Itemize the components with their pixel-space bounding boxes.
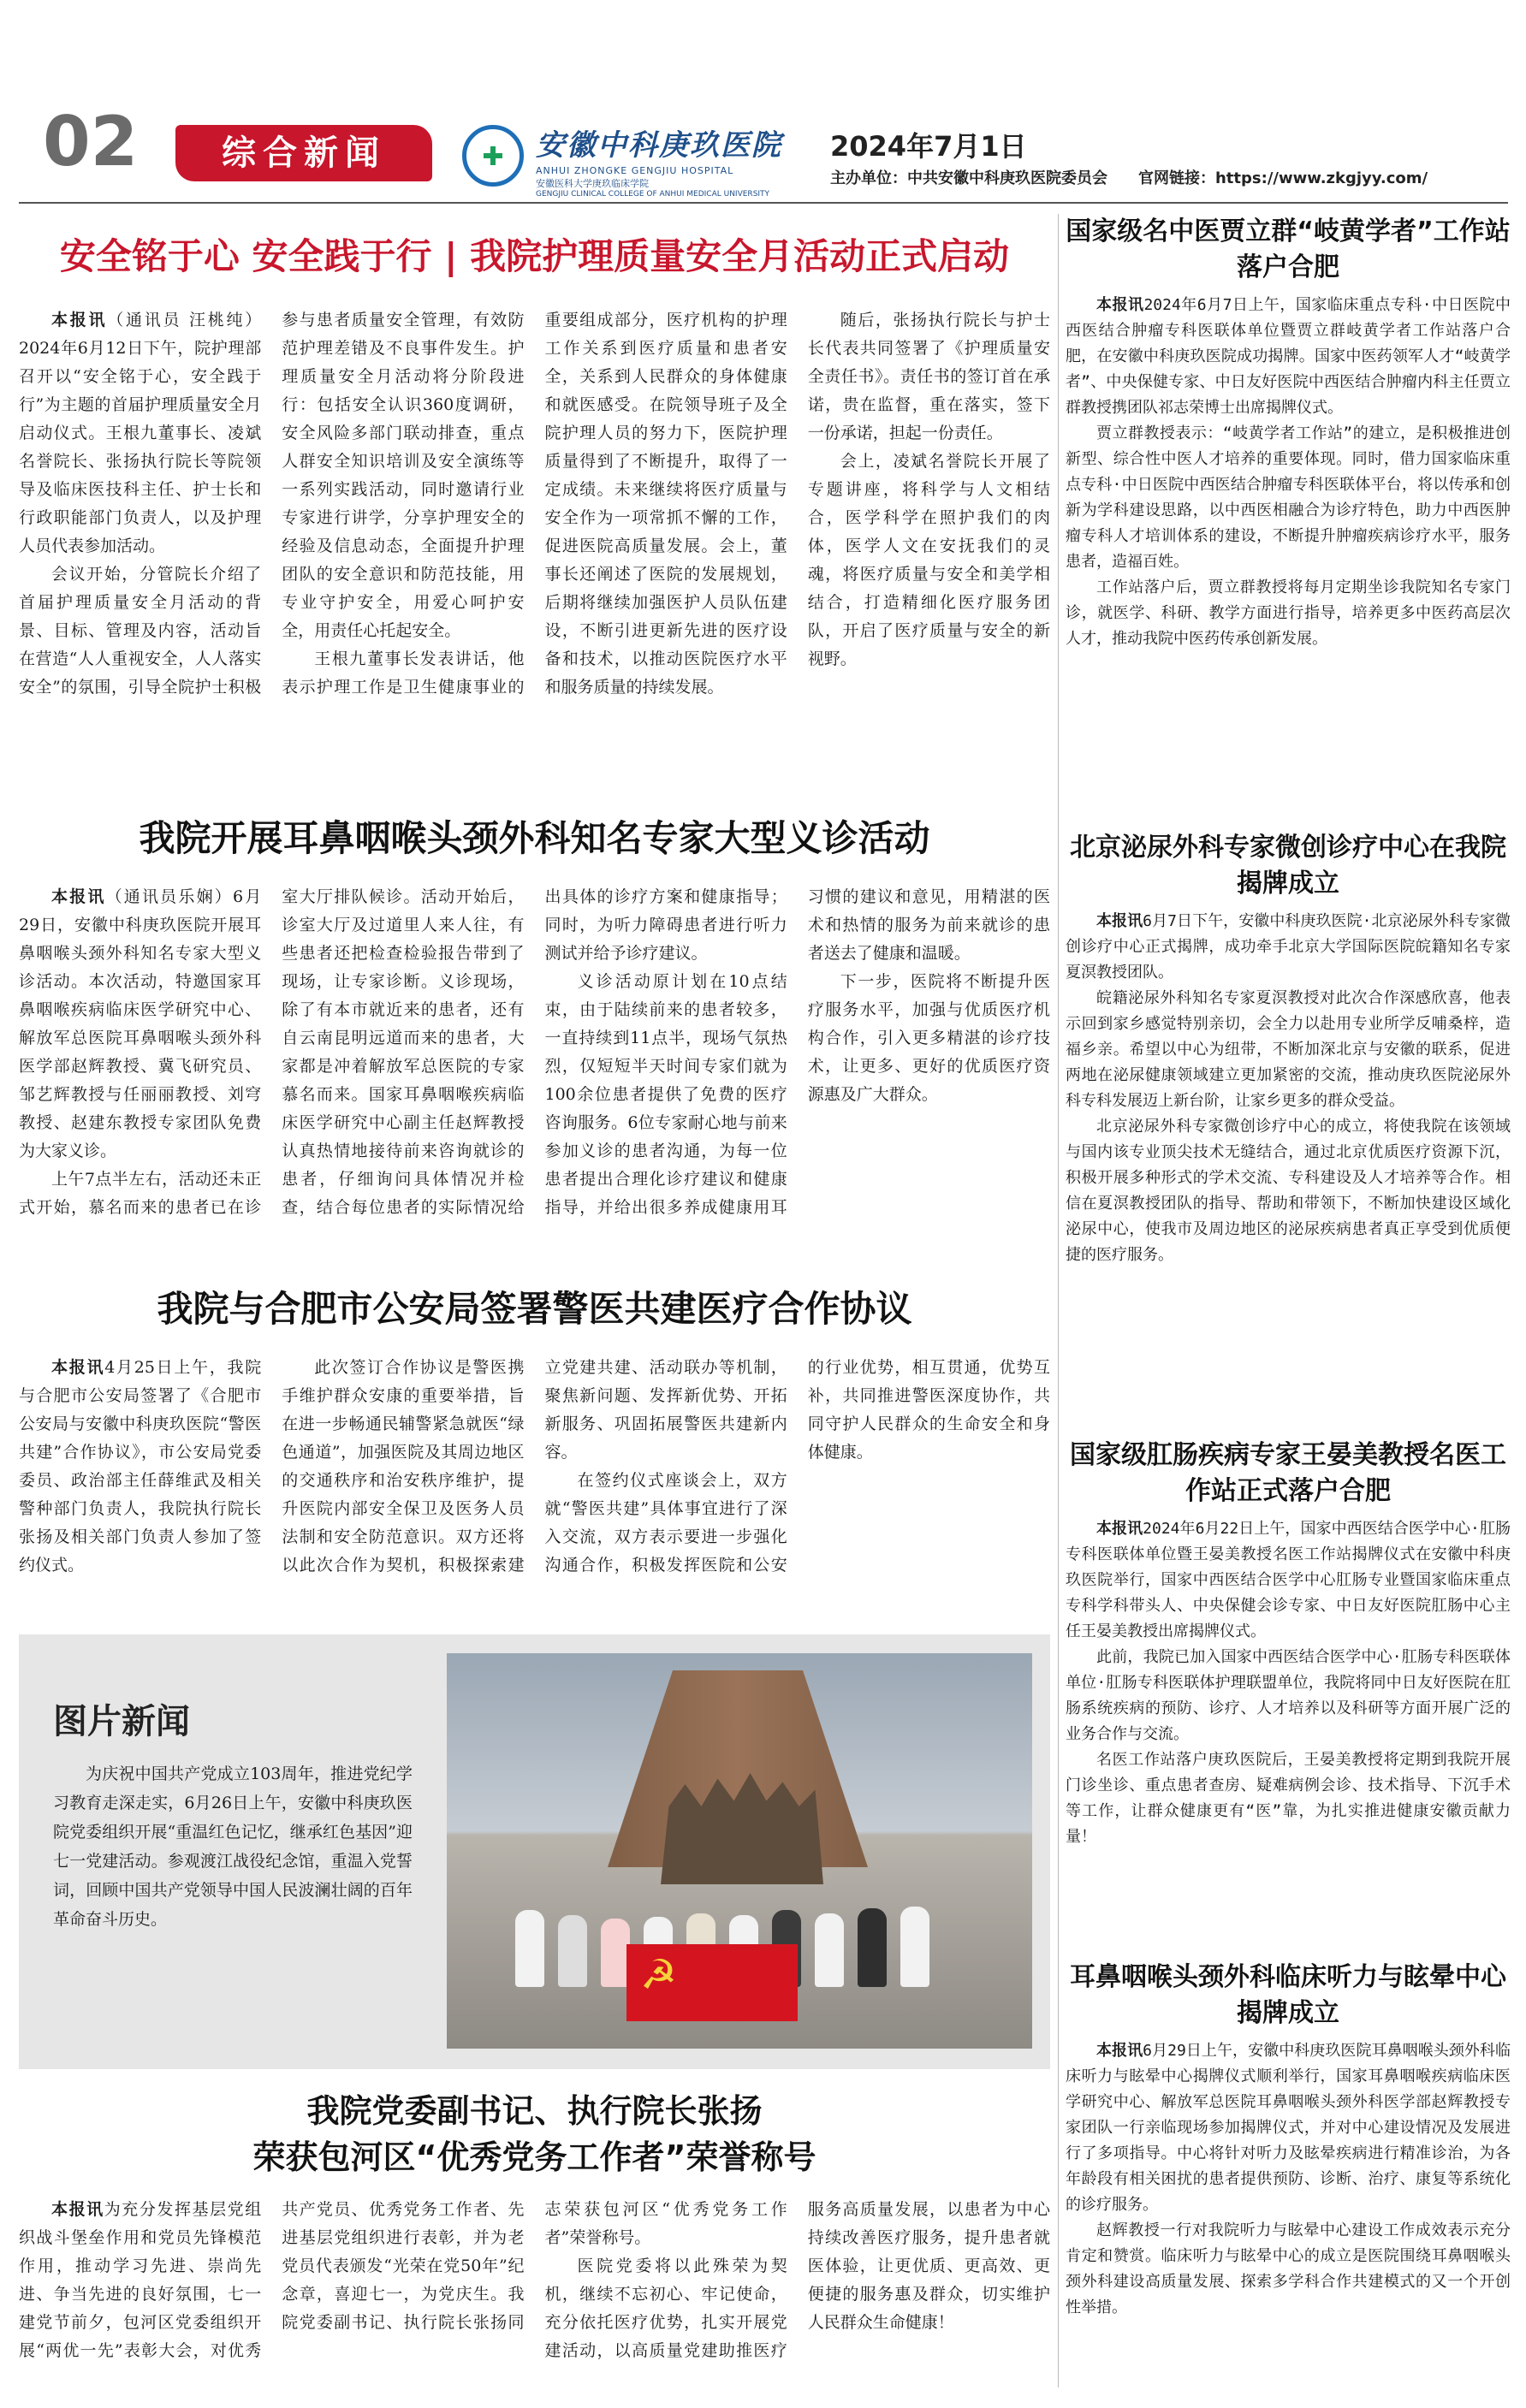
article-police-cooperation (19, 1284, 1050, 1610)
photo-news-title: 图片新闻 (53, 1702, 190, 1741)
masthead-divider (19, 202, 1508, 204)
hospital-logo (462, 118, 822, 199)
logo-college-en: GENGJIU CLINICAL COLLEGE OF ANHUI MEDICAL UNIVERSITY (536, 190, 770, 199)
sidebar-article-body (1066, 2038, 1511, 2321)
article-paragraph: 皖籍泌尿外科知名专家夏溟教授对此次合作深感欣喜，他表示回到家乡感觉特别亲切，会全力以赴用专业所学反哺桑梓，造福乡亲。希望以中心为纽带，不断加深北京与安徽的联系，促进两地在泌尿健康领域建立更加紧密的交流，推动庚玖医院泌尿外科专科发展迈上新台阶，让家乡更多的群众受益。 (1066, 989, 1511, 1110)
article-body (19, 2196, 1050, 2393)
article-title-line1: 我院党委副书记、执行院长张扬 (306, 2092, 763, 2130)
article-title: 我院与合肥市公安局签署警医共建医疗合作协议 (157, 1288, 912, 1330)
sponsor-line: 主办单位：中共安徽中科庚玖医院委员会 官网链接：https://www.zkgjyy.com/ (830, 169, 1428, 187)
sidebar-article-title: 耳鼻咽喉头颈外科临床听力与眩晕中心揭牌成立 (1070, 1962, 1506, 2028)
article-lead: 本报讯 (51, 887, 106, 906)
article-paragraph: 2024年6月22日上午，国家中西医结合医学中心·肛肠专科医联体单位暨王晏美教授名医工作站揭牌仪式在安徽中科庚玖医院举行，国家中西医结合医学中心肛肠专业暨国家临床重点专科学科带头人、中央保健会诊专家、中日友好医院肛肠中心主任王晏美教授出席揭牌仪式。 (1066, 1520, 1511, 1640)
article-paragraph: 为充分发挥基层党组织战斗堡垒作用和党员先锋模范作用，推动学习先进、崇尚先进、争当先进的良好氛围，七一建党节前夕，包河区党委组织开展“两优一先”表彰大会，对优秀共产党员、优秀党务工作者、先进基层党组织进行表彰，并为老党员代表颁发“光荣在党50年”纪念章，喜迎七一，为党庆生。我院党委副书记、执行院长张扬同志荣获包河区“优秀党务工作者”荣誉称号。 (19, 2200, 787, 2360)
article-nursing-safety (19, 231, 1050, 786)
article-lead: 本报讯 (1096, 912, 1143, 930)
article-title-line2: 荣获包河区“优秀党务工作者”荣誉称号 (252, 2138, 816, 2176)
article-paragraph: 随后，张扬执行院长与护士长代表共同签署了《护理质量安全责任书》。责任书的签订首在承诺，贵在监督，重在落实，签下一份承诺，担起一份责任。 (807, 311, 1050, 442)
page-number: 02 (43, 102, 139, 181)
article-body (19, 883, 1050, 1225)
sidebar-article-body (1066, 1516, 1511, 1850)
article-lead: 本报讯 (51, 311, 108, 329)
article-paragraph: 此次签订合作协议是警医携手维护群众安康的重要举措，旨在进一步畅通民辅警紧急就医“绿色通道”，加强医院及其周边地区的交通秩序和治安秩序维护，提升医院内部安全保卫及医务人员法制和安全防范意识。双方还将以此次合作为契机，积极探索建立党建共建、活动联办等机制，聚焦新问题、发挥新优势、开拓新服务、巩固拓展警医共建新内容。 (282, 1358, 787, 1575)
article-lead: 本报讯 (51, 1358, 105, 1377)
article-body (19, 306, 1050, 786)
article-paragraph: （通讯员 汪桃纯）2024年6月12日下午，院护理部召开以“安全铭于心，安全践于行”为主题的首届护理质量安全月启动仪式。王根九董事长、凌斌名誉院长、张扬执行院长等院领导及临床医技科主任、护士长和行政职能部门负责人，以及护理人员代表参加活动。 (19, 311, 262, 555)
sidebar-article-hearing (1066, 1960, 1511, 2387)
logo-college-cn: 安徽医科大学庚玖临床学院 (536, 178, 649, 189)
article-paragraph: 6月29日上午，安徽中科庚玖医院耳鼻咽喉头颈外科临床听力与眩晕中心揭牌仪式顺利举行，国家耳鼻咽喉疾病临床医学研究中心、解放军总医院耳鼻咽喉头颈外科医学部赵辉教授专家团队一行亲临现场参加揭牌仪式，并对中心建设情况及发展进行了多项指导。中心将针对听力及眩晕疾病进行精准诊治，为各年龄段有相关困扰的患者提供预防、诊断、治疗、康复等系统化的诊疗服务。 (1066, 2042, 1511, 2214)
article-paragraph: 医院党委将以此殊荣为契机，继续不忘初心、牢记使命，充分依托医疗优势，扎实开展党建活动，以高质量党建助推医疗服务高质量发展，以患者为中心持续改善医疗服务，提升患者就医体验，让更优质、更高效、更便捷的服务惠及群众，切实维护人民群众生命健康！ (544, 2200, 1050, 2360)
article-paragraph: 在签约仪式座谈会上，双方就“警医共建”具体事宜进行了深入交流，双方表示要进一步强化沟通合作，积极发挥医院和公安的行业优势，相互贯通，优势互补，共同推进警医深度协作，共同守护人民群众的生命安全和身体健康。 (544, 1358, 1050, 1575)
masthead (19, 15, 1508, 204)
column-divider (1058, 214, 1059, 2387)
article-lead: 本报讯 (1096, 296, 1144, 314)
article-paragraph: 义诊活动原计划在10点结束，由于陆续前来的患者较多，一直持续到11点半，现场气氛热烈，仅短短半天时间专家们就为100余位患者提供了免费的医疗咨询服务。6位专家耐心地与前来参加义诊的患者沟通，为每一位患者提出合理化诊疗建议和健康指导，并给出很多养成健康用耳习惯的建议和意见，用精湛的医术和热情的服务为前来就诊的患者送去了健康和温暖。 (544, 887, 1050, 1217)
photo-news-caption: 为庆祝中国共产党成立103周年，推进党纪学习教育走深走实，6月26日上午，安徽中科庚玖医院党委组织开展“重温红色记忆，继承红色基因”迎七一党建活动。参观渡江战役纪念馆，重温入党誓词，回顾中国共产党领导中国人民波澜壮阔的百年革命奋斗历史。 (53, 1764, 413, 1929)
group-photo (447, 1653, 1032, 2049)
sidebar-article-anorectal (1066, 1438, 1511, 1942)
article-paragraph: 贾立群教授表示：“岐黄学者工作站”的建立，是积极推进创新型、综合性中医人才培养的重要体现。同时，借力国家临床重点专科·中日医院中西医结合肿瘤专科医联体平台，将以传承和创新为学科建设思路，以中西医相融合为诊疗特色，助力中西医肿瘤专科人才培训体系的建设，不断提升肿瘤疾病诊疗水平，服务患者，造福百姓。 (1066, 424, 1511, 571)
article-title: 安全铭于心 安全践于行 | 我院护理质量安全月活动正式启动 (59, 235, 1010, 277)
sidebar-article-title: 国家级肛肠疾病专家王晏美教授名医工作站正式落户合肥 (1070, 1440, 1506, 1506)
article-paragraph: 赵辉教授一行对我院听力与眩晕中心建设工作成效表示充分肯定和赞赏。临床听力与眩晕中心的成立是医院围绕耳鼻咽喉头颈外科建设高质量发展、探索多学科合作共建模式的又一个开创性举措。 (1066, 2221, 1511, 2316)
sidebar-article-qihuang (1066, 214, 1511, 813)
photo-news-box (19, 1634, 1050, 2069)
hospital-cross-icon (462, 125, 524, 187)
article-paragraph: 4月25日上午，我院与合肥市公安局签署了《合肥市公安局与安徽中科庚玖医院“警医共建”合作协议》，市公安局党委委员、政治部主任薛维武及相关警种部门负责人，我院执行院长张扬及相关部门负责人参加了签约仪式。 (19, 1358, 262, 1575)
logo-name-en: ANHUI ZHONGKE GENGJIU HOSPITAL (536, 165, 734, 176)
sidebar (1066, 214, 1511, 2405)
article-paragraph: 王根九董事长发表讲话，他表示护理工作是卫生健康事业的重要组成部分，医疗机构的护理工作关系到医疗质量和患者安全，关系到人民群众的身体健康和就医感受。在院领导班子及全院护理人员的努力下，医院护理质量得到了不断提升，取得了一定成绩。未来继续将医疗质量与安全作为一项常抓不懈的工作，促进医院高质量发展。会上，董事长还阐述了医院的发展规划，后期将继续加强医护人员队伍建设，不断引进更新先进的医疗设备和技术，以推动医院医疗水平和服务质量的持续发展。 (282, 311, 787, 697)
article-title: 我院开展耳鼻咽喉头颈外科知名专家大型义诊活动 (139, 817, 930, 859)
section-tag: 综合新闻 (175, 125, 432, 181)
sidebar-article-body (1066, 293, 1511, 652)
article-paragraph: 北京泌尿外科专家微创诊疗中心的成立，将使我院在该领域与国内该专业顶尖技术无缝结合，通过北京优质医疗资源下沉，积极开展多种形式的学术交流、专科建设及人才培养等合作。相信在夏溟教授团队的指导、帮助和带领下，不断加快建设区域化泌尿中心，使我市及周边地区的泌尿疾病患者真正享受到优质便捷的医疗服务。 (1066, 1118, 1511, 1264)
article-paragraph: 下一步，医院将不断提升医疗服务水平，加强与优质医疗机构合作，引入更多精湛的诊疗技术，让更多、更好的优质医疗资源惠及广大群众。 (807, 972, 1050, 1104)
article-lead: 本报讯 (51, 2200, 104, 2219)
logo-name-cn: 安徽中科庚玖医院 (536, 128, 782, 163)
article-lead: 本报讯 (1096, 2042, 1143, 2060)
article-paragraph: 上午7点半左右，活动还未正式开始，慕名而来的患者已在诊室大厅排队候诊。活动开始后，诊室大厅及过道里人来人往，有些患者还把检查检验报告带到了现场，让专家诊断。义诊现场，除了有本市就近来的患者，还有自云南昆明远道而来的患者，大家都是冲着解放军总医院的专家慕名而来。国家耳鼻咽喉疾病临床医学研究中心副主任赵辉教授认真热情地接待前来咨询就诊的患者，仔细询问具体情况并检查，结合每位患者的实际情况给出具体的诊疗方案和健康指导；同时，为听力障碍患者进行听力测试并给予诊疗建议。 (19, 887, 787, 1217)
sidebar-article-body (1066, 909, 1511, 1268)
issue-date: 2024年7月1日 (830, 130, 1027, 163)
article-party-award (19, 2088, 1050, 2393)
article-paragraph: 6月7日下午，安徽中科庚玖医院·北京泌尿外科专家微创诊疗中心正式揭牌，成功牵手北京大学国际医院皖籍知名专家夏溟教授团队。 (1066, 912, 1511, 982)
article-paragraph: （通讯员乐娴）6月29日，安徽中科庚玖医院开展耳鼻咽喉头颈外科知名专家大型义诊活动。本次活动，特邀国家耳鼻咽喉疾病临床医学研究中心、解放军总医院耳鼻咽喉头颈外科医学部赵辉教授、冀飞研究员、邹艺辉教授与任丽丽教授、刘穹教授、赵建东教授专家团队免费为大家义诊。 (19, 887, 262, 1160)
article-lead: 本报讯 (1096, 1520, 1143, 1538)
article-ent-clinic (19, 813, 1050, 1225)
party-flag (626, 1944, 798, 2021)
sidebar-article-title: 北京泌尿外科专家微创诊疗中心在我院揭牌成立 (1070, 833, 1506, 899)
article-paragraph: 会上，凌斌名誉院长开展了专题讲座，将科学与人文相结合，医学科学在照护我们的肉体，医学人文在安抚我们的灵魂，将医疗质量与安全和美学相结合，打造精细化医疗服务团队，开启了医疗质量与安全的新视野。 (807, 452, 1050, 668)
article-paragraph: 工作站落户后，贾立群教授将每月定期坐诊我院知名专家门诊，就医学、科研、教学方面进行指导，培养更多中医药高层次人才，推动我院中医药传承创新发展。 (1066, 578, 1511, 648)
article-paragraph: 名医工作站落户庚玖医院后，王晏美教授将定期到我院开展门诊坐诊、重点患者查房、疑难病例会诊、技术指导、下沉手术等工作，让群众健康更有“医”靠，为扎实推进健康安徽贡献力量！ (1066, 1751, 1511, 1846)
sidebar-article-title: 国家级名中医贾立群“岐黄学者”工作站落户合肥 (1066, 216, 1511, 282)
article-paragraph: 会议开始，分管院长介绍了首届护理质量安全月活动的背景、目标、管理及内容，活动旨在营造“人人重视安全，人人落实安全”的氛围，引导全院护士积极参与患者质量安全管理，有效防范护理差错及不良事件发生。护理质量安全月活动将分阶段进行：包括安全认识360度调研，安全风险多部门联动排查，重点人群安全知识培训及安全演练等一系列实践活动，同时邀请行业专家进行讲学，分享护理安全的经验及信息动态，全面提升护理团队的安全意识和防范技能，用专业守护安全，用爱心呵护安全，用责任心托起安全。 (19, 311, 525, 697)
sidebar-article-urology (1066, 830, 1511, 1420)
article-paragraph: 此前，我院已加入国家中西医结合医学中心·肛肠专科医联体单位·肛肠专科医联体护理联盟单位，我院将同中日友好医院在肛肠系统疾病的预防、诊疗、人才培养以及科研等方面开展广泛的业务合作与交流。 (1066, 1648, 1511, 1743)
article-paragraph: 2024年6月7日上午，国家临床重点专科·中日医院中西医结合肿瘤专科医联体单位暨贾立群岐黄学者工作站落户合肥，在安徽中科庚玖医院成功揭牌。国家中医药领军人才“岐黄学者”、中央保健专家、中日友好医院中西医结合肿瘤内科主任贾立群教授携团队祁志荣博士出席揭牌仪式。 (1066, 296, 1511, 417)
article-body (19, 1354, 1050, 1610)
